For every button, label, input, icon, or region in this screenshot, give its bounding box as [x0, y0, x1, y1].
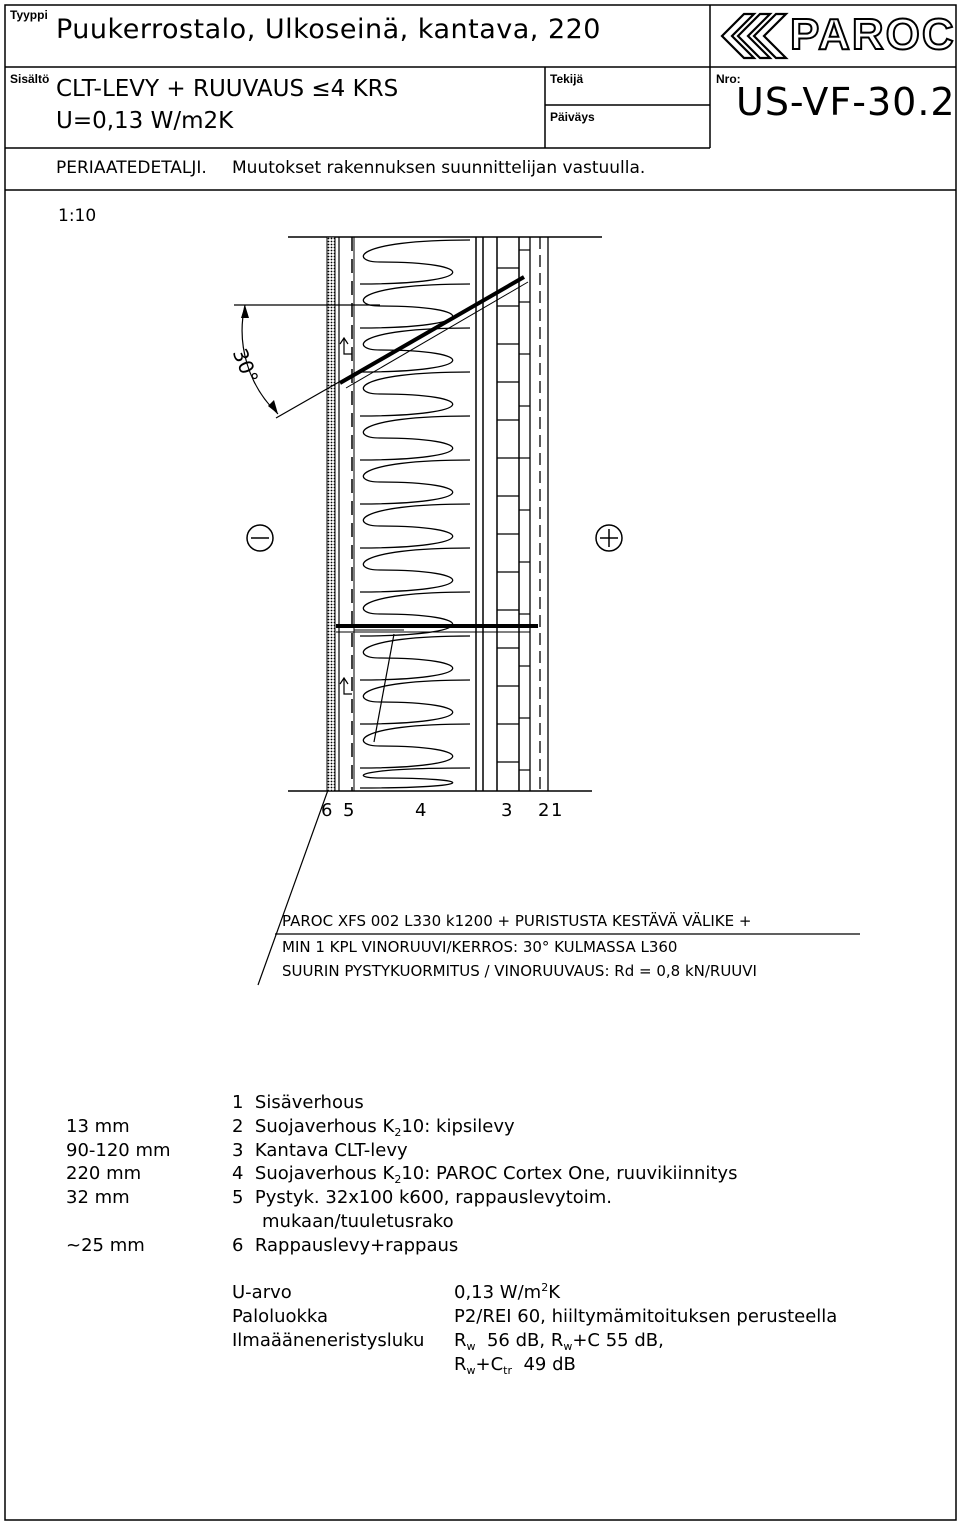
date-label: Päiväys	[550, 110, 595, 124]
content-label: Sisältö	[10, 72, 50, 86]
u-value-label: U-arvo	[232, 1282, 292, 1303]
number-label: Nro:	[716, 72, 741, 86]
disclaimer: Muutokset rakennuksen suunnittelijan vastuulla.	[232, 158, 646, 178]
content-line-2: U=0,13 W/m2K	[56, 108, 234, 134]
angle-label: 30°	[227, 345, 264, 387]
sound-insulation-label: Ilmaääneneristysluku	[232, 1330, 425, 1351]
layer-desc: Suojaverhous K	[254, 1116, 395, 1137]
layer-number-4: 4	[415, 800, 427, 821]
layer-row-6	[232, 1235, 458, 1256]
layer-number-5: 5	[343, 800, 355, 821]
fire-class-label: Paloluokka	[232, 1306, 329, 1327]
scale-label: 1:10	[58, 206, 97, 226]
type-label: Tyyppi	[10, 8, 48, 22]
insulation-hatch	[360, 240, 470, 788]
sound-insulation-value: $R_w$ 56 dB, $R_w+C$ 55 dB,	[454, 1330, 664, 1353]
layer-desc-sub: 2	[394, 1126, 402, 1139]
layer-thickness-5: 32 mm	[66, 1187, 130, 1208]
layer-num: 6	[232, 1235, 244, 1256]
callout-line-3: SUURIN PYSTYKUORMITUS / VINORUUVAUS: Rd = 0,8 kN/RUUVI	[282, 962, 757, 980]
drawing-title: Puukerrostalo, Ulkoseinä, kantava, 220	[56, 14, 601, 45]
layer-row-1	[232, 1092, 364, 1113]
layer-thickness-2: 13 mm	[66, 1116, 130, 1137]
layer-num: 5	[232, 1187, 244, 1208]
clt-panel	[497, 250, 530, 770]
layer-num: 3	[232, 1140, 244, 1161]
layer-row-2	[232, 1116, 515, 1137]
drawing-number: US-VF-30.2	[736, 80, 956, 124]
layer-desc-b: 10: kipsilevy	[401, 1116, 515, 1137]
u-value: 0,13 $W/m^2K$	[454, 1281, 561, 1303]
layer-row-4	[232, 1163, 737, 1184]
fire-class-value: P2/REI 60, hiiltymämitoituksen perusteella	[454, 1306, 838, 1327]
callout-line-2: MIN 1 KPL VINORUUVI/KERROS: 30° KULMASSA L360	[282, 938, 678, 956]
layer-desc: Suojaverhous K	[254, 1163, 395, 1184]
layer-desc: Sisäverhous	[254, 1092, 364, 1113]
layer-number-3: 3	[501, 800, 513, 821]
layer-desc: Rappauslevy+rappaus	[254, 1235, 459, 1256]
layer-desc: Pystyk. 32x100 k600, rappauslevytoim.	[254, 1187, 613, 1208]
render-board	[327, 237, 335, 791]
layer-row-3	[232, 1140, 408, 1161]
brand-name: PAROC	[790, 10, 956, 59]
author-label: Tekijä	[550, 72, 584, 86]
principle-label: PERIAATEDETALJI.	[56, 158, 207, 178]
callout-line-1: PAROC XFS 002 L330 k1200 + PURISTUSTA KESTÄVÄ VÄLIKE +	[282, 912, 752, 930]
layer-number-2: 2	[538, 800, 550, 821]
content-line-1: CLT-LEVY + RUUVAUS ≤4 KRS	[56, 76, 399, 102]
layer-desc-b: 10: PAROC Cortex One, ruuvikiinnitys	[401, 1163, 738, 1184]
layer-thickness-6: ~25 mm	[66, 1235, 145, 1256]
layer-thickness-4: 220 mm	[66, 1163, 142, 1184]
layer-desc: Kantava CLT-levy	[254, 1140, 408, 1161]
sound-insulation-value-2: $R_w+C_{tr}$ 49 dB	[454, 1354, 576, 1377]
layer-num: 2	[232, 1116, 244, 1137]
layer-number-6: 6	[321, 800, 333, 821]
layer-desc-sub: 2	[394, 1173, 402, 1186]
layer-num: 1	[232, 1092, 244, 1113]
layer-number-1: 1	[551, 800, 563, 821]
layer-row-5	[232, 1187, 612, 1208]
airflow-arrows	[340, 338, 352, 694]
layer-row-5-cont: mukaan/tuuletusrako	[262, 1211, 454, 1232]
layer-num: 4	[232, 1163, 244, 1184]
layer-thickness-3: 90-120 mm	[66, 1140, 171, 1161]
